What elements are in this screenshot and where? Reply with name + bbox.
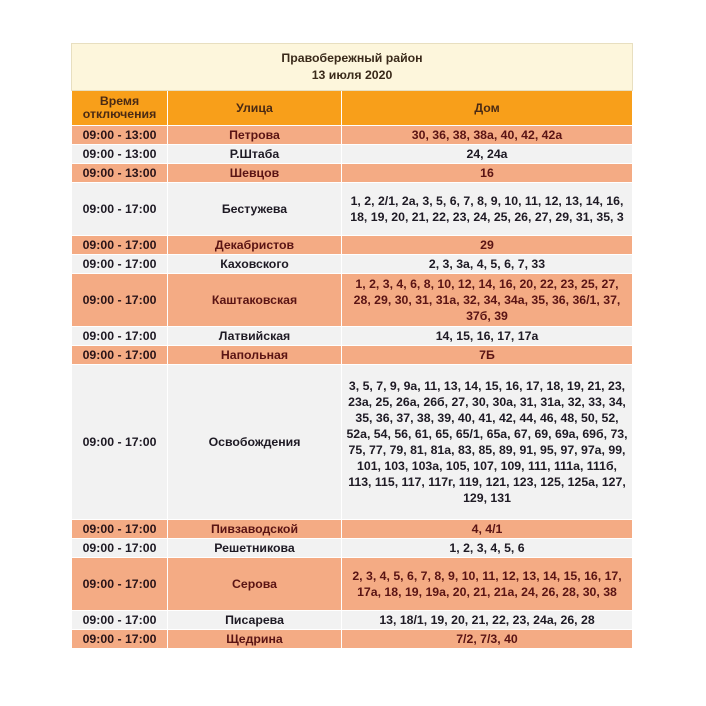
time-cell: 09:00 - 17:00 — [72, 327, 168, 346]
street-cell: Р.Штаба — [168, 145, 342, 164]
time-cell: 09:00 - 17:00 — [72, 520, 168, 539]
houses-cell: 14, 15, 16, 17, 17а — [342, 327, 633, 346]
time-cell: 09:00 - 17:00 — [72, 539, 168, 558]
table-row — [72, 630, 633, 649]
time-cell: 09:00 - 13:00 — [72, 164, 168, 183]
table-row — [72, 183, 633, 236]
houses-cell: 7/2, 7/3, 40 — [342, 630, 633, 649]
street-cell: Освобождения — [168, 365, 342, 520]
street-cell: Напольная — [168, 346, 342, 365]
houses-cell: 3, 5, 7, 9, 9а, 11, 13, 14, 15, 16, 17, 18, 19, 21, 23, 23а, 25, 26а, 26б, 27, 30, 30а, 31, 31а, 32, 33, 34, 35, 36, 37, 38, 39, 40, 41, 42, 44, 46, 48, 50, 52, 52а, 54, 56, 61, 65, 65/1, 65а, 67, 69, 69а, 69б, 73, 75, 77, 79, 81, 81а, 83, 85, 89, 91, 95, 97, 97а, 99, 101, 103, 103а, 105, 107, 109, 111, 111а, 111б, 113, 115, 117, 117г, 119, 121, 123, 125, 125а, 127, 129, 131 — [342, 365, 633, 520]
outage-table — [71, 43, 633, 649]
table-body — [72, 126, 633, 649]
table-row — [72, 539, 633, 558]
houses-cell: 29 — [342, 236, 633, 255]
time-cell: 09:00 - 13:00 — [72, 145, 168, 164]
column-header-row — [72, 91, 633, 126]
street-cell: Каховского — [168, 255, 342, 274]
houses-cell: 13, 18/1, 19, 20, 21, 22, 23, 24а, 26, 28 — [342, 611, 633, 630]
street-cell: Шевцов — [168, 164, 342, 183]
street-cell: Петрова — [168, 126, 342, 145]
houses-cell: 1, 2, 2/1, 2а, 3, 5, 6, 7, 8, 9, 10, 11, 12, 13, 14, 16, 18, 19, 20, 21, 22, 23, 24, 25, 26, 27, 29, 31, 35, 3 — [342, 183, 633, 236]
houses-cell: 4, 4/1 — [342, 520, 633, 539]
houses-cell: 24, 24а — [342, 145, 633, 164]
street-cell: Серова — [168, 558, 342, 611]
street-cell: Каштаковская — [168, 274, 342, 327]
houses-cell: 2, 3, 4, 5, 6, 7, 8, 9, 10, 11, 12, 13, 14, 15, 16, 17, 17а, 18, 19, 19а, 20, 21, 21а, 24, 26, 28, 30, 38 — [342, 558, 633, 611]
houses-cell: 2, 3, 3а, 4, 5, 6, 7, 33 — [342, 255, 633, 274]
street-cell: Бестужева — [168, 183, 342, 236]
houses-cell: 16 — [342, 164, 633, 183]
table-row — [72, 255, 633, 274]
column-header-street: Улица — [168, 91, 342, 126]
table-row — [72, 126, 633, 145]
time-cell: 09:00 - 17:00 — [72, 183, 168, 236]
table-row — [72, 558, 633, 611]
houses-cell: 1, 2, 3, 4, 5, 6 — [342, 539, 633, 558]
street-cell: Писарева — [168, 611, 342, 630]
street-cell: Латвийская — [168, 327, 342, 346]
time-cell: 09:00 - 17:00 — [72, 255, 168, 274]
table-row — [72, 236, 633, 255]
table-title-row — [72, 44, 633, 91]
column-header-house: Дом — [342, 91, 633, 126]
table-title — [72, 44, 633, 91]
column-header-time: Время отключения — [72, 91, 168, 126]
houses-cell: 30, 36, 38, 38а, 40, 42, 42а — [342, 126, 633, 145]
table-row — [72, 365, 633, 520]
time-cell: 09:00 - 17:00 — [72, 346, 168, 365]
street-cell: Решетникова — [168, 539, 342, 558]
street-cell: Щедрина — [168, 630, 342, 649]
time-cell: 09:00 - 17:00 — [72, 630, 168, 649]
table-row — [72, 346, 633, 365]
outage-table-container — [71, 43, 632, 649]
street-cell: Пивзаводской — [168, 520, 342, 539]
table-row — [72, 520, 633, 539]
time-cell: 09:00 - 17:00 — [72, 558, 168, 611]
time-cell: 09:00 - 17:00 — [72, 611, 168, 630]
outage-date: 13 июля 2020 — [311, 68, 393, 82]
time-cell: 09:00 - 17:00 — [72, 365, 168, 520]
table-row — [72, 274, 633, 327]
houses-cell: 7Б — [342, 346, 633, 365]
table-row — [72, 164, 633, 183]
time-cell: 09:00 - 17:00 — [72, 236, 168, 255]
street-cell: Декабристов — [168, 236, 342, 255]
district-name: Правобережный район — [281, 51, 423, 65]
table-row — [72, 145, 633, 164]
time-cell: 09:00 - 13:00 — [72, 126, 168, 145]
table-row — [72, 611, 633, 630]
houses-cell: 1, 2, 3, 4, 6, 8, 10, 12, 14, 16, 20, 22, 23, 25, 27, 28, 29, 30, 31, 31а, 32, 34, 34а, 35, 36, 36/1, 37, 37б, 39 — [342, 274, 633, 327]
table-row — [72, 327, 633, 346]
time-cell: 09:00 - 17:00 — [72, 274, 168, 327]
